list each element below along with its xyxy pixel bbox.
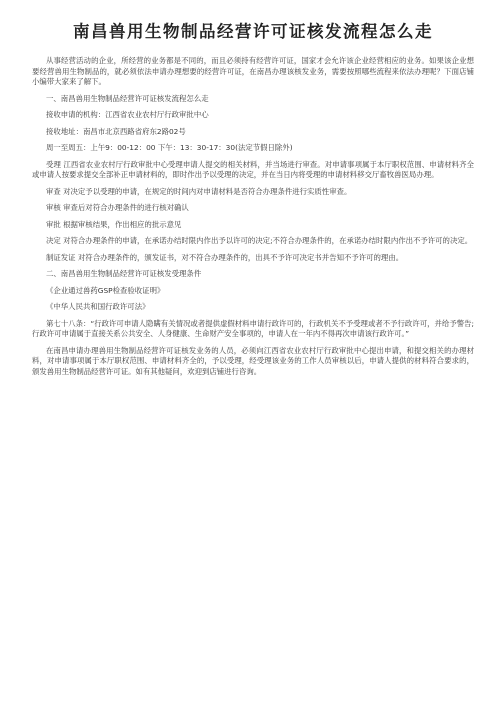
intro-paragraph: 从事经营活动的企业，所经营的业务都是不同的，而且必须持有经营许可证，国家才会允许该企业经营相应的业务。如果该企业想要经营兽用生物制品的，就必须依法申请办理想要的经营许可证，在南昌办理该核发业务，需要按照哪些流程来依法办理呢？下面店铺小编带大家来了解下。 — [32, 56, 474, 86]
article-78-paragraph: 第七十八条：“行政许可申请人隐瞒有关情况或者提供虚假材料申请行政许可的，行政机关不予受理或者不予行政许可，并给予警告;行政许可申请属于直接关系公共安全、人身健康、生命财产安全事项的，申请人在一年内不得再次申请该行政许可。” — [32, 318, 474, 338]
closing-paragraph: 在南昌申请办理兽用生物制品经营许可证核发业务的人员，必须向江西省农业农村厅行政审批中心提出申请，和提交相关的办理材料，对申请事项属于本厅职权范围、申请材料齐全的，予以受理，经受理该业务的工作人员审核以后，申请人提供的材料符合要求的，颁发兽用生物制品经营许可证。如有其他疑问，欢迎到店铺进行咨询。 — [32, 345, 474, 376]
section-heading-1: 一、南昌兽用生物制品经营许可证核发流程怎么走 — [46, 93, 209, 103]
section-heading-2: 二、南昌兽用生物制品经营许可证核发受理条件 — [46, 269, 202, 278]
reference-law: 《中华人民共和国行政许可法》 — [46, 302, 150, 311]
step-issue-paragraph: 制证发证 对符合办理条件的，颁发证书，对不符合办理条件的，出具不予许可决定书并告知不予许可的理由。 — [46, 252, 404, 262]
agency-line: 接收申请的机构：江西省农业农村厅行政审批中心 — [46, 110, 209, 119]
document-title: 南昌兽用生物制品经营许可证核发流程怎么走 — [73, 22, 433, 41]
step-decide-paragraph: 决定 对符合办理条件的申请，在承诺办结时限内作出予以许可的决定;不符合办理条件的，在承诺办结时限内作出不予许可的决定。 — [46, 236, 473, 245]
hours-line: 周一至周五：上午9：00-12：00 下午：13：30-17：30(法定节假日除外) — [46, 143, 293, 152]
step-accept-paragraph: 受理 江西省农业农村厅行政审批中心受理申请人提交的相关材料，并当场进行审查。对申请事项属于本厅职权范围、申请材料齐全或申请人按要求提交全部补正申请材料的，即时作出予以受理的决定，并在当日内将受理的申请材料移交厅畜牧兽医局办理。 — [32, 159, 474, 179]
step-verify-paragraph: 审核 审查后对符合办理条件的进行核对确认 — [46, 203, 189, 212]
step-review-paragraph: 审查 对决定予以受理的申请，在规定的时间内对申请材料是否符合办理条件进行实质性审查。 — [46, 186, 352, 196]
address-line: 接收地址：南昌市北京西路省府东2路02号 — [46, 126, 186, 136]
reference-gsp: 《企业通过兽药GSP检查验收证明》 — [46, 285, 165, 295]
step-approve-paragraph: 审批 根据审核结果，作出相应的批示意见 — [46, 219, 182, 229]
